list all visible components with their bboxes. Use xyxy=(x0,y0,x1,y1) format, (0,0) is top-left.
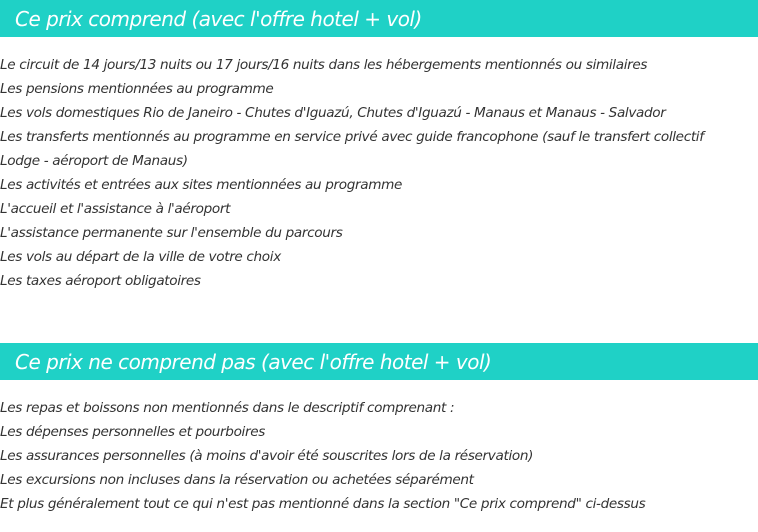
price-excludes-list xyxy=(0,396,758,516)
price-excludes-title: Ce prix ne comprend pas (avec l'offre hotel + vol) xyxy=(15,349,492,374)
list-item: Les assurances personnelles (à moins d'avoir été souscrites lors de la réservation) xyxy=(0,448,534,464)
list-item: Les repas et boissons non mentionnés dans le descriptif comprenant : xyxy=(0,400,455,416)
list-item: Les transferts mentionnés au programme en service privé avec guide francophone (sauf le transfert collectif Lodge - aéroport de Manaus) xyxy=(0,129,704,169)
list-item: Le circuit de 14 jours/13 nuits ou 17 jours/16 nuits dans les hébergements mentionnés ou similaires xyxy=(0,57,648,73)
list-item: Et plus généralement tout ce qui n'est pas mentionné dans la section "Ce prix comprend" ci-dessus xyxy=(0,496,646,512)
list-item: Les dépenses personnelles et pourboires xyxy=(0,424,265,440)
list-item: Les vols au départ de la ville de votre choix xyxy=(0,249,281,265)
list-item: Les taxes aéroport obligatoires xyxy=(0,273,201,289)
list-item: L'assistance permanente sur l'ensemble du parcours xyxy=(0,225,343,241)
price-excludes-header xyxy=(0,343,758,380)
list-item: L'accueil et l'assistance à l'aéroport xyxy=(0,201,231,217)
price-excludes-section xyxy=(0,343,758,516)
list-item: Les activités et entrées aux sites mentionnées au programme xyxy=(0,177,403,193)
price-includes-list xyxy=(0,53,758,293)
list-item: Les excursions non incluses dans la réservation ou achetées séparément xyxy=(0,472,474,488)
list-item: Les vols domestiques Rio de Janeiro - Chutes d'Iguazú, Chutes d'Iguazú - Manaus et Manaus - Salvador xyxy=(0,105,666,121)
list-item: Les pensions mentionnées au programme xyxy=(0,81,274,97)
price-includes-title: Ce prix comprend (avec l'offre hotel + vol) xyxy=(15,6,422,31)
price-includes-header xyxy=(0,0,758,37)
